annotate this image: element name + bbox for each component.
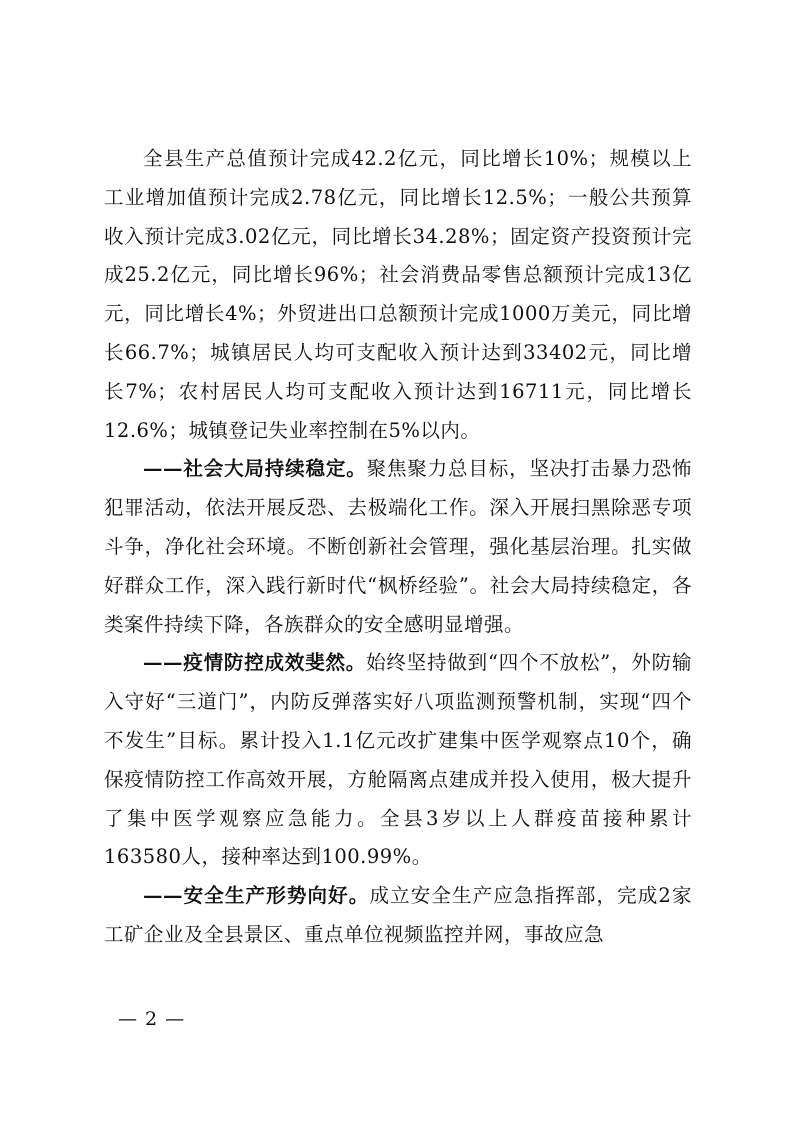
paragraph-production-safety — [104, 877, 692, 955]
paragraph-epidemic-control — [104, 644, 692, 877]
section-title-production-safety: ——安全生产形势向好。 — [143, 884, 370, 908]
section-title-social-stability: ——社会大局持续稳定。 — [143, 457, 367, 481]
paragraph-social-stability — [104, 450, 692, 644]
paragraph-economic-indicators — [104, 140, 692, 450]
paragraph-text: 成立安全生产应急指挥部，完成2家工矿企业及全县景区、重点单位视频监控并网，事故应急 — [104, 884, 692, 946]
paragraph-text: 聚焦聚力总目标，坚决打击暴力恐怖犯罪活动，依法开展反恐、去极端化工作。深入开展扫黑除恶专项斗争，净化社会环境。不断创新社会管理，强化基层治理。扎实做好群众工作，深入践行新时代“枫桥经验”。社会大局持续稳定，各类案件持续下降，各族群众的安全感明显增强。 — [104, 457, 692, 636]
paragraph-text: 全县生产总值预计完成42.2亿元，同比增长10%；规模以上工业增加值预计完成2.78亿元，同比增长12.5%；一般公共预算收入预计完成3.02亿元，同比增长34.28%；固定资产投资预计完成25.2亿元，同比增长96%；社会消费品零售总额预计完成13亿元，同比增长4%；外贸进出口总额预计完成1000万美元，同比增长66.7%；城镇居民人均可支配收入预计达到33402元，同比增长7%；农村居民人均可支配收入预计达到16711元，同比增长12.6%；城镇登记失业率控制在5%以内。 — [104, 147, 692, 442]
paragraph-text: 始终坚持做到“四个不放松”，外防输入守好“三道门”，内防反弹落实好八项监测预警机制，实现“四个不发生”目标。累计投入1.1亿元改扩建集中医学观察点10个，确保疫情防控工作高效开展，方舱隔离点建成并投入使用，极大提升了集中医学观察应急能力。全县3岁以上人群疫苗接种累计163580人，接种率达到100.99%。 — [104, 651, 692, 869]
document-body — [104, 140, 692, 955]
section-title-epidemic-control: ——疫情防控成效斐然。 — [143, 651, 367, 675]
page-number: — 2 — — [118, 1008, 186, 1030]
